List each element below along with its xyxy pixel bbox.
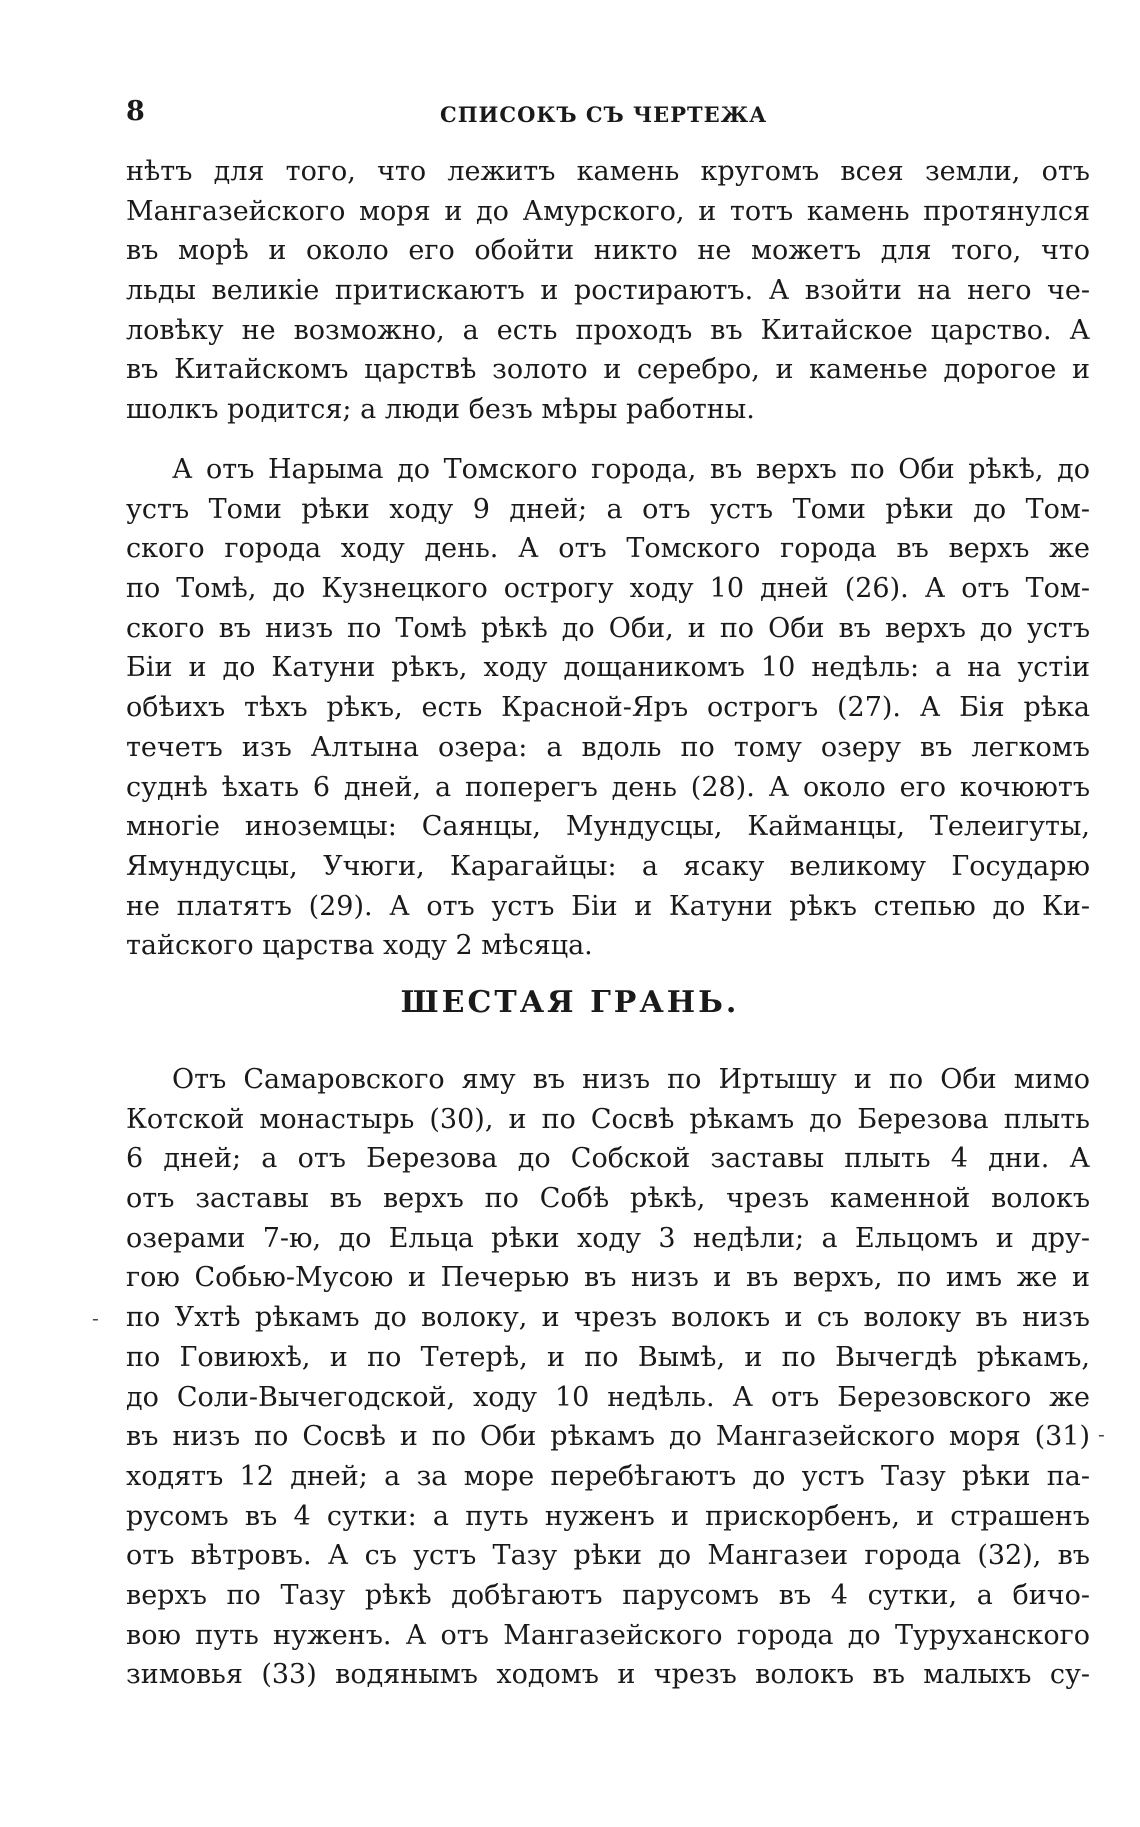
text-line: ходятъ 12 дней; а за море перебѣгаютъ до устъ Тазу рѣки па-: [126, 1460, 1090, 1492]
text-line: озерами 7-ю, до Ельца рѣки ходу 3 недѣли; а Ельцомъ и дру-: [126, 1222, 1090, 1254]
text-line: вою путь нуженъ. А отъ Мангазейского города до Туруханского: [126, 1619, 1090, 1651]
text-line: отъ вѣтровъ. А съ устъ Тазу рѣки до Мангазеи города (32), въ: [126, 1540, 1090, 1572]
margin-mark: -: [1098, 1422, 1105, 1446]
paragraph-3: [126, 1060, 1090, 1695]
text-line: до Соли-Вычегодской, ходу 10 недѣль. А отъ Березовского же: [126, 1381, 1090, 1413]
text-line: шолкъ родится; а люди безъ мѣры работны.: [126, 394, 755, 426]
text-line: суднѣ ѣхать 6 дней, а поперегъ день (28). А около его кочюютъ: [126, 771, 1090, 803]
paragraph-1: [126, 152, 1090, 430]
page-number: 8: [126, 96, 145, 127]
text-line: отъ заставы въ верхъ по Собѣ рѣкѣ, чрезъ каменной волокъ: [126, 1183, 1090, 1215]
text-line: Біи и до Катуни рѣкъ, ходу дощаникомъ 10 недѣль: а на устіи: [126, 652, 1090, 684]
text-line: 6 дней; а отъ Березова до Собской заставы плыть 4 дни. А: [126, 1143, 1090, 1175]
margin-mark: -: [92, 1306, 99, 1330]
text-line: по Говиюхѣ, и по Тетерѣ, и по Вымѣ, и по Вычегдѣ рѣкамъ,: [126, 1341, 1090, 1373]
text-line: въ низъ по Сосвѣ и по Оби рѣкамъ до Мангазейского моря (31): [126, 1421, 1090, 1453]
text-line: по Томѣ, до Кузнецкого острогу ходу 10 дней (26). А отъ Том-: [126, 573, 1090, 605]
text-line: Отъ Самаровского яму въ низъ по Иртышу и по Оби мимо: [172, 1064, 1090, 1095]
text-line: въ Китайскомъ царствѣ золото и серебро, и каменье дорогое и: [126, 354, 1090, 386]
running-head: [0, 96, 1140, 136]
text-line: Котской монастырь (30), и по Сосвѣ рѣкамъ до Березова плыть: [126, 1103, 1090, 1135]
text-line: Мангазейского моря и до Амурского, и тотъ камень протянулся: [126, 195, 1090, 227]
text-line: зимовья (33) водянымъ ходомъ и чрезъ волокъ въ малыхъ су-: [126, 1659, 1090, 1691]
text-line: обѣихъ тѣхъ рѣкъ, есть Красной-Яръ острогъ (27). А Бія рѣка: [126, 692, 1090, 724]
text-line: Ямундусцы, Учюги, Карагайцы: а ясаку великому Государю: [126, 850, 1090, 882]
text-line: А отъ Нарыма до Томского города, въ верхъ по Оби рѣкѣ, до: [172, 454, 1090, 485]
text-line: нѣтъ для того, что лежитъ камень кругомъ всея земли, отъ: [126, 156, 1090, 187]
text-line: ского въ низъ по Томѣ рѣкѣ до Оби, и по Оби въ верхъ до устъ: [126, 612, 1090, 644]
text-line: тайского царства ходу 2 мѣсяца.: [126, 930, 593, 962]
running-title: СПИСОКЪ СЪ ЧЕРТЕЖА: [440, 102, 768, 127]
paragraph-2: [126, 450, 1090, 966]
text-line: многіе иноземцы: Саянцы, Мундусцы, Кайманцы, Телеигуты,: [126, 811, 1090, 843]
text-line: течетъ изъ Алтына озера: а вдоль по тому озеру въ легкомъ: [126, 731, 1090, 763]
text-line: льды великіе притискаютъ и ростираютъ. А взойти на него че-: [126, 275, 1090, 307]
text-line: по Ухтѣ рѣкамъ до волоку, и чрезъ волокъ и съ волоку въ низъ: [126, 1302, 1090, 1334]
text-line: ловѣку не возможно, а есть проходъ въ Китайское царство. А: [126, 314, 1090, 346]
text-line: не платятъ (29). А отъ устъ Біи и Катуни рѣкъ степью до Ки-: [126, 890, 1090, 922]
text-line: въ морѣ и около его обойти никто не можетъ для того, что: [126, 235, 1090, 267]
text-line: верхъ по Тазу рѣкѣ добѣгаютъ парусомъ въ 4 сутки, а бичо-: [126, 1579, 1090, 1611]
text-line: ского города ходу день. А отъ Томского города въ верхъ же: [126, 533, 1090, 565]
text-line: гою Собью-Мусою и Печерью въ низъ и въ верхъ, по имъ же и: [126, 1262, 1090, 1294]
text-line: устъ Томи рѣки ходу 9 дней; а отъ устъ Томи рѣки до Том-: [126, 493, 1090, 525]
text-line: русомъ въ 4 сутки: а путь нуженъ и прискорбенъ, и страшенъ: [126, 1500, 1090, 1532]
section-heading: ШЕСТАЯ ГРАНЬ.: [400, 985, 740, 1020]
